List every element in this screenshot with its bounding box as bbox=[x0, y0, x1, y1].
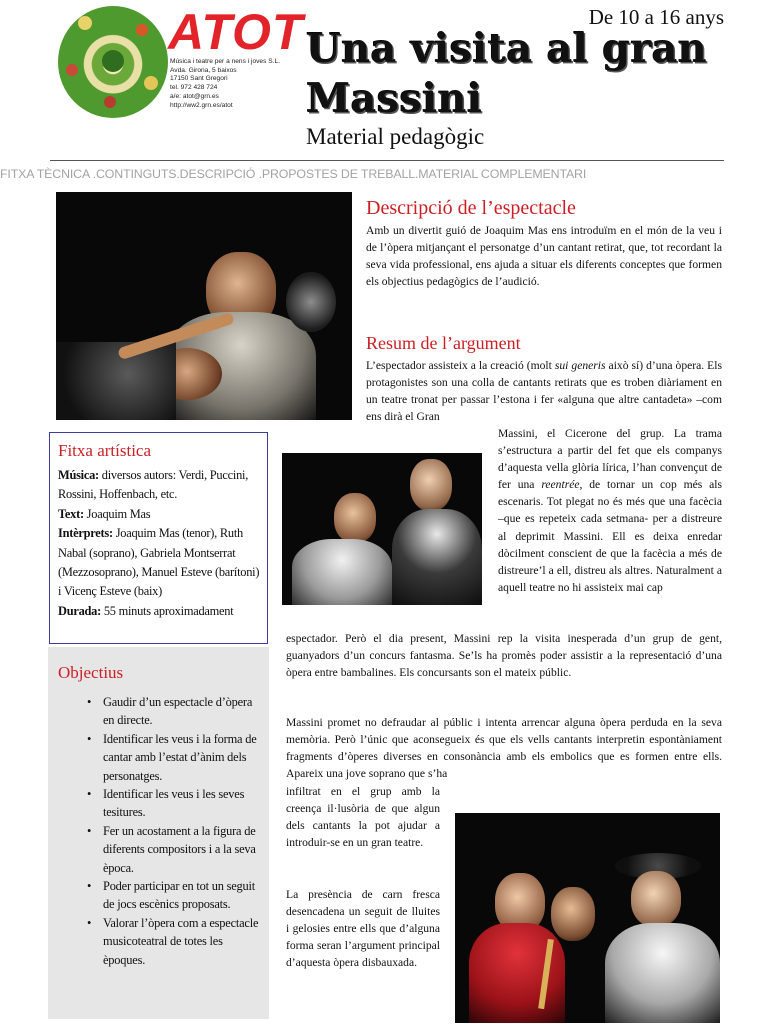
summary-paragraph-2: Massini, el Cicerone del grup. La trama s’estructura a partir del fet que els companys d’aquesta vella glòria lírica, l’han convençut de fer una reentrée, de tornar un cop més als escenaris. Tot plegat no és més que una facècia –que es repeteix cada setmana- per a distreure al deprimit Massini. Ell es deixa enredar dòcilment conscient de que la facècia a més de distreure’l a ell, distreu als altres. Naturalment a aquell teatre no hi assisteix mai cap bbox=[498, 427, 723, 594]
header-divider bbox=[50, 160, 724, 161]
bullet-icon: • bbox=[87, 787, 92, 802]
logo-text: ATOT bbox=[168, 4, 304, 60]
objectives-list bbox=[58, 693, 259, 969]
list-item: • Gaudir d’un espectacle d’òpera en directe. bbox=[87, 695, 253, 728]
summary-paragraph-5: infiltrat en el grup amb la creença il·lusòria de que algun dels cantants la pot ajudar a introduir-se en un gran teatre. bbox=[286, 785, 440, 850]
photo-two-singers bbox=[282, 453, 482, 605]
bullet-icon: • bbox=[87, 823, 92, 838]
age-range: De 10 a 16 anys bbox=[588, 5, 724, 29]
company-address: Música i teatre per a nens i joves S.L. Avda. Girona, 5 baixos 17150 Sant Gregori tel. 972 428 724 a/e: atot@grn.es http://ww2.grn.es/atot bbox=[170, 58, 280, 109]
artistic-credits-box bbox=[49, 432, 268, 644]
page-title: Una visita al gran Massini bbox=[306, 25, 707, 122]
page-subtitle: Material pedagògic bbox=[306, 124, 485, 149]
logo-emblem bbox=[58, 6, 168, 118]
summary-paragraph-4: Massini promet no defraudar al públic i intenta arrencar alguna òpera perduda en la seva memòria. Però l’únic que aconsegueix és que els vells cantants interpretin espontàniament fragments d’òperes diverses en consonància amb els embolics que es formen entre ells. Apareix una jove soprano que s’ha bbox=[286, 716, 722, 781]
list-item: • Identificar les veus i les seves tesitures. bbox=[87, 787, 245, 820]
photo-cast-group bbox=[455, 813, 720, 1023]
summary-paragraph-6: La presència de carn fresca desencadena un seguit de lluites i gelosies entre ells que d’alguna forma seran l’argument principal d’aquesta òpera disbauxada. bbox=[286, 888, 440, 970]
summary-paragraph-3: espectador. Però el dia present, Massini rep la visita inesperada d’un grup de gent, guanyadors d’un concurs fantasma. Se’ls ha promès poder assistir a la representació d’una òpera entre bambalines. Els concursants son el mateix públic. bbox=[286, 632, 722, 680]
description-heading: Descripció de l’espectacle bbox=[366, 197, 576, 219]
artistic-credits-text: Música: diversos autors: Verdi, Puccini, Rossini, Hoffenbach, etc. Text: Joaquim Mas Intèrprets: Joaquim Mas (tenor), Ruth Nabal (soprano), Gabriela Montserrat (Mezzosoprano), Manuel Esteve (barítoni) i Vicenç Esteve (baix) Durada: 55 minuts aproximadament bbox=[58, 468, 260, 618]
list-item: • Valorar l’òpera com a espectacle musicoteatral de totes les èpoques. bbox=[87, 915, 259, 967]
objectives-box bbox=[48, 647, 269, 1019]
list-item: • Fer un acostament a la figura de diferents compositors i a la seva època. bbox=[87, 823, 256, 875]
section-navigation: FITXA TÈCNICA .CONTINGUTS.DESCRIPCIÓ .PROPOSTES DE TREBALL.MATERIAL COMPLEMENTARI bbox=[0, 167, 587, 181]
bullet-icon: • bbox=[87, 731, 92, 746]
list-item: • Identificar les veus i la forma de cantar amb l’estat d’ànim dels personatges. bbox=[87, 731, 257, 783]
bullet-icon: • bbox=[87, 915, 92, 930]
summary-paragraph-1: L’espectador assisteix a la creació (molt sui generis això sí) d’una òpera. Els protagonistes son una colla de cantants retirats que es troben diàriament en un teatre tronat per passar l’estona i fer «alguna que altre cantadeta» –com ens dirà el Gran bbox=[366, 359, 722, 424]
description-text: Amb un divertit guió de Joaquim Mas ens introduïm en el món de la veu i de l’òpera mitjançant el personatge d’un cantant retirat, que, tot recordant la seva vida professional, ens ajuda a situar els diferents conceptes que formen els objectius pedagògics de l’audició. bbox=[366, 224, 722, 289]
artistic-credits-heading: Fitxa artística bbox=[58, 441, 152, 460]
bullet-icon: • bbox=[87, 695, 92, 709]
list-item: • Poder participar en tot un seguit de jocs escènics proposats. bbox=[87, 879, 256, 912]
summary-heading: Resum de l’argument bbox=[366, 333, 521, 353]
objectives-heading: Objectius bbox=[58, 663, 124, 682]
bullet-icon: • bbox=[87, 879, 92, 894]
photo-singers-struggle bbox=[56, 192, 352, 420]
